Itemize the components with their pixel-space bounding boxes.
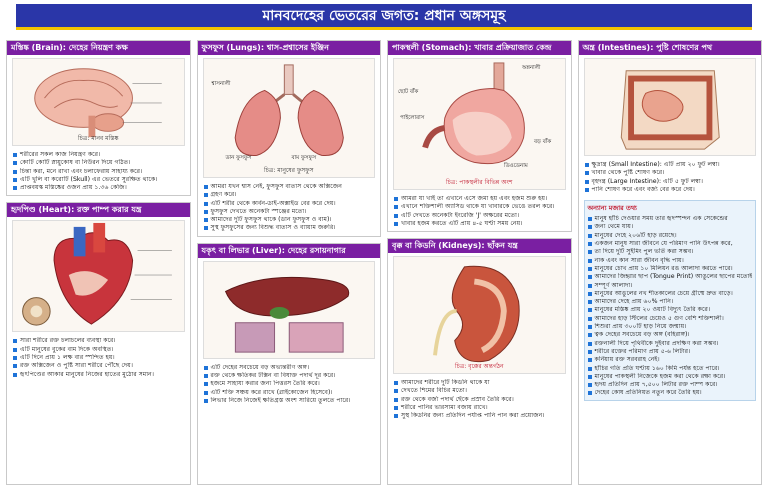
kidneys-bullets	[388, 377, 571, 423]
lungs-header: ফুসফুস (Lungs): শ্বাস-প্রশ্বাসের ইঞ্জিন	[198, 41, 381, 55]
kidneys-header: বৃক্ক বা কিডনি (Kidneys): ছাঁকন যন্ত্র	[388, 239, 571, 253]
list-item: হৃদয় প্রতিদিন প্রায় ৭,৫০০ লিটার রক্ত পাম্প করে।	[588, 381, 753, 389]
intestines-illustration	[585, 59, 756, 155]
stomach-caption: চিত্র: পাকস্থলীর বিভিন্ন অংশ	[445, 179, 513, 186]
intestines-header: অন্ত্র (Intestines): পুষ্টি শোষণের পথ	[579, 41, 762, 55]
list-item: পানি শোষণ করে এবং বর্জ্য বের করে দেয়।	[585, 186, 757, 194]
stomach-header: পাকস্থলী (Stomach): খাবার প্রক্রিয়াজাত কেন্দ্র	[388, 41, 571, 55]
lungs-label-right: ডান ফুসফুস	[225, 155, 252, 161]
list-item: শরীরের সকল কাজ নিয়ন্ত্রণ করে।	[13, 151, 185, 159]
stomach-label-lesser: ছোট বাঁক	[398, 89, 419, 95]
brain-bullets	[7, 149, 190, 195]
lungs-image	[203, 58, 376, 178]
liver-section	[197, 243, 382, 485]
list-item: গ্রহণ করে।	[204, 191, 376, 199]
kidney-illustration	[394, 257, 565, 373]
content-grid	[6, 40, 762, 485]
list-item: আমাদের দুটি ফুসফুস থাকে (ডান ফুসফুস ও বাম)।	[204, 216, 376, 224]
liver-illustration	[204, 262, 375, 358]
list-item: রক্ত থেকে ক্ষতিকর টক্সিন বা বিষাক্ত পদার্থ দূর করে।	[204, 372, 376, 380]
brain-illustration	[13, 59, 184, 145]
list-item: দেখতে শিমের বিচির মতো।	[394, 387, 566, 395]
list-item: এটি শক্তি সঞ্চয় করে রাখে (গ্লাইকোজেন হিসেবে)।	[204, 389, 376, 397]
list-item: কোটি কোটি স্নায়ুকোষ বা নিউরন দিয়ে গঠিত।	[13, 159, 185, 167]
list-item: আমরা যা খাই তা এখানে এসে জমা হয় এবং হজম শুরু হয়।	[394, 195, 566, 203]
stomach-label-esophagus: অন্ননালী	[522, 65, 541, 71]
intestines-section	[578, 40, 763, 485]
list-item: খাবার থেকে পুষ্টি শোষণ করে।	[585, 169, 757, 177]
list-item: ফুসফুস দেখতে অনেকটা স্পঞ্জের মতো।	[204, 208, 376, 216]
list-item: এটি দিনে প্রায় ১ লক্ষ বার স্পন্দিত হয়।	[13, 354, 185, 362]
list-item: আমাদের শরীরে দুটি কিডনি থাকে যা	[394, 379, 566, 387]
list-item: জন্য থেমে যায়।	[588, 223, 753, 231]
liver-bullets	[198, 362, 381, 408]
list-item: এটি দেখতে অনেকটা ইংরেজি 'J' অক্ষরের মতো।	[394, 212, 566, 220]
list-item: কর্নিয়ায় রক্ত সরবরাহ নেই।	[588, 356, 753, 364]
list-item: এখানে শক্তিশালী অ্যাসিড থাকে যা খাবারকে ভেঙে তরল করে।	[394, 203, 566, 211]
list-item: তা দিয়ে দুটি সুইমিং পুল ভর্তি করা সম্ভব।	[588, 248, 753, 256]
list-item: রক্তনালী দিয়ে পৃথিবীকে দুইবার প্রদক্ষিণ করা সম্ভব।	[588, 340, 753, 348]
page-title: মানবদেহের ভেতরের জগত: প্রধান অঙ্গসমূহ	[16, 4, 752, 30]
list-item: এটি খুলি বা করোটি (Skull) এর ভেতরে সুরক্ষিত থাকে।	[13, 176, 185, 184]
kidneys-section	[387, 238, 572, 485]
list-item: এটি দেহের সবচেয়ে বড় অভ্যন্তরীণ অঙ্গ।	[204, 364, 376, 372]
list-item: মানুষের দেহে ২০৬টি হাড় রয়েছে।	[588, 232, 753, 240]
list-item: নাক এবং কান সারা জীবন বৃদ্ধি পায়।	[588, 257, 753, 265]
list-item: বৃহদন্ত্র (Large Intestine): এটি ৫ ফুট লম্বা।	[585, 178, 757, 186]
list-item: হৃৎপিণ্ডের আকার মানুষের নিজের হাতের মুঠোর সমান।	[13, 371, 185, 379]
brain-section	[6, 40, 191, 196]
list-item: প্রাপ্তবয়স্ক মস্তিষ্কের ওজন প্রায় ১.৩৬ কেজি।	[13, 184, 185, 192]
heart-illustration	[13, 221, 184, 331]
heart-section	[6, 202, 191, 485]
column-2	[197, 40, 382, 485]
stomach-image	[393, 58, 566, 190]
list-item: শরীরে রক্তের পরিমাণ প্রায় ৫-৬ লিটার।	[588, 348, 753, 356]
list-item: মানুষের আঙুলের নখ শীতকালের চেয়ে গ্রীষ্মে দ্রুত বাড়ে।	[588, 290, 753, 298]
lungs-caption: চিত্র: মানুষের ফুসফুস	[263, 167, 314, 174]
list-item: আমাদের জিহ্বার ছাপ (Tongue Print) আঙুলের ছাপের মতোই	[588, 273, 753, 281]
stomach-label-duodenum: ডিওডেনাম	[504, 163, 528, 169]
liver-header: যকৃৎ বা লিভার (Liver): দেহের রসায়নাগার	[198, 244, 381, 258]
list-item: একজন মানুষ সারা জীবনে যে পরিমাণ পানি উৎপন্ন করে,	[588, 240, 753, 248]
intestines-image	[584, 58, 757, 156]
list-item: ত্বক দেহের সবচেয়ে বড় অঙ্গ (বহিরাঙ্গ)।	[588, 331, 753, 339]
list-item: শিশুরা প্রায় ৩০০টি হাড় নিয়ে জন্মায়।	[588, 323, 753, 331]
list-item: আমরা যখন শ্বাস নেই, ফুসফুস বাতাস থেকে অক্সিজেন	[204, 183, 376, 191]
lungs-label-left: বাম ফুসফুস	[291, 155, 317, 161]
brain-header: মস্তিষ্ক (Brain): দেহের নিয়ন্ত্রণ কক্ষ	[7, 41, 190, 55]
stomach-illustration	[394, 59, 565, 189]
column-1	[6, 40, 191, 485]
list-item: সারা শরীরে রক্ত চলাচলের ব্যবস্থা করে।	[13, 337, 185, 345]
column-4	[578, 40, 763, 485]
list-item: হজমে সাহায্য করার জন্য পিত্তরস তৈরি করে।	[204, 380, 376, 388]
brain-caption: চিত্র: মানব মস্তিষ্ক	[77, 135, 119, 142]
list-item: দেহের কোষ প্রতিনিয়ত নতুন করে তৈরি হয়।	[588, 389, 753, 397]
lungs-section	[197, 40, 382, 237]
brain-image	[12, 58, 185, 146]
list-item: এটি মানুষের বুকের বাম দিকে অবস্থিত।	[13, 346, 185, 354]
stomach-section	[387, 40, 572, 232]
lungs-label-trachea: শ্বাসনালী	[211, 81, 231, 87]
facts-title: অন্যান্য মজার তথ্য	[587, 204, 637, 213]
list-item: হাঁচির গতি প্রতি ঘণ্টায় ১৬০ কিমি পর্যন্ত হতে পারে।	[588, 365, 753, 373]
stomach-bullets	[388, 193, 571, 231]
facts-box	[584, 200, 757, 401]
intestines-bullets	[579, 159, 762, 197]
list-item: লিভার নিজে নিজেই ক্ষতিগ্রস্ত অংশ সারিয়ে তুলতে পারে।	[204, 397, 376, 405]
list-item: রক্ত থেকে বর্জ্য পদার্থ ছেঁকে প্রস্রাব তৈরি করে।	[394, 396, 566, 404]
stomach-label-greater: বড় বাঁক	[534, 139, 552, 145]
lungs-bullets	[198, 181, 381, 236]
column-3	[387, 40, 572, 485]
heart-image	[12, 220, 185, 332]
list-item: মানুষের পাকস্থলী নিজেকে হজম করা থেকে রক্ষা করে।	[588, 373, 753, 381]
list-item: সুস্থ কিডনির জন্য প্রতিদিন পর্যাপ্ত পানি পান করা প্রয়োজন।	[394, 412, 566, 420]
heart-header: হৃদপিণ্ড (Heart): রক্ত পাম্প করার যন্ত্র	[7, 203, 190, 217]
list-item: আমাদের হাড় স্টিলের চেয়েও ৫ গুণ বেশি শক্তিশালী।	[588, 315, 753, 323]
list-item: শরীরে পানির ভারসাম্য বজায় রাখে।	[394, 404, 566, 412]
list-item: ক্ষুদ্রান্ত্র (Small Intestine): এটি প্রায় ২০ ফুট লম্বা।	[585, 161, 757, 169]
list-item: আমাদের দেহে প্রায় ৬০% পানি।	[588, 298, 753, 306]
kidneys-caption: চিত্র: বৃক্কের অন্তর্গঠন	[454, 363, 504, 371]
list-item: এটি শরীর থেকে কার্বন-ডাই-অক্সাইড বের করে দেয়।	[204, 200, 376, 208]
stomach-label-pylorus: পাইলোরাস	[400, 115, 425, 121]
list-item: মানুষের মস্তিষ্ক প্রায় ২০ ওয়াট বিদ্যুৎ তৈরি করে।	[588, 306, 753, 314]
list-item: খাবার হজম করতে এটি প্রায় ৪-৫ ঘণ্টা সময় নেয়।	[394, 220, 566, 228]
list-item: মানুষ হাঁচি দেওয়ার সময় তার হৃদস্পন্দন এক সেকেন্ডের	[588, 215, 753, 223]
list-item: চিন্তা করা, মনে রাখা এবং চলাফেরায় সাহায্য করে।	[13, 168, 185, 176]
heart-bullets	[7, 335, 190, 381]
list-item: রক্ত অক্সিজেন ও পুষ্টি সারা শরীরে পৌঁছে দেয়।	[13, 362, 185, 370]
list-item: সম্পূর্ণ আলাদা।	[588, 282, 753, 290]
kidneys-image	[393, 256, 566, 374]
list-item: মানুষের চোখ প্রায় ১০ মিলিয়ন রঙ আলাদা করতে পারে।	[588, 265, 753, 273]
list-item: সুস্থ ফুসফুসের জন্য বিশুদ্ধ বাতাস ও ব্যায়াম জরুরি।	[204, 224, 376, 232]
facts-list	[588, 215, 753, 398]
liver-image	[203, 261, 376, 359]
